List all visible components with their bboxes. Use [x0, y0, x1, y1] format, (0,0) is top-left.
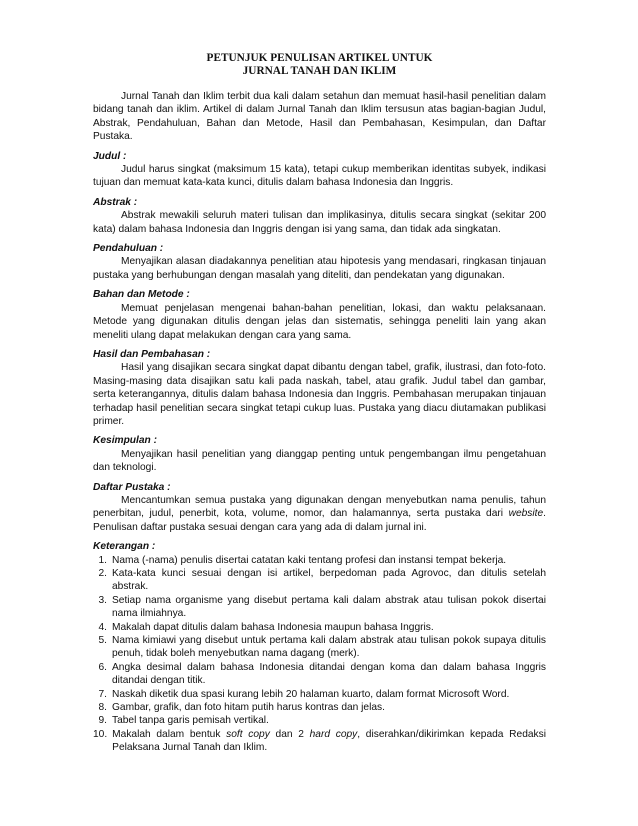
- section-text: Abstrak mewakili seluruh materi tulisan dan implikasinya, ditulis secara singkat (sekitar 200 kata) dalam bahasa Indonesia dan Inggris dengan isi yang sama, dan tidak ada singkatan.: [93, 210, 546, 235]
- section-text: Hasil yang disajikan secara singkat dapat dibantu dengan tabel, grafik, ilustrasi, dan foto-foto. Masing-masing data disajikan satu kali pada naskah, tabel, atau grafik. Judul tabel dan gambar, serta keterangannya, ditulis dalam bahasa Indonesia dan Inggris. Pembahasan merupakan tinjauan terhadap hasil penelitian secara singkat tetapi cukup luas. Pustaka yang diacu diutamakan publikasi primer.: [93, 362, 546, 427]
- title-line-2: JURNAL TANAH DAN IKLIM: [242, 65, 397, 77]
- section-heading: Daftar Pustaka :: [93, 481, 171, 493]
- document-title: [93, 52, 546, 78]
- section-heading: Kesimpulan :: [93, 435, 157, 447]
- section-heading: Hasil dan Pembahasan :: [93, 348, 211, 360]
- list-number: 7.: [98, 688, 107, 700]
- list-text: Kata-kata kunci sesuai dengan isi artikel, berpedoman pada Agrovoc, dan ditulis setelah abstrak.: [112, 568, 546, 593]
- list-text: Nama kimiawi yang disebut untuk pertama kali dalam abstrak atau tulisan pokok supaya ditulis penuh, tidak boleh menyebutkan nama dagang (merk).: [112, 635, 546, 660]
- list-item: [93, 567, 546, 594]
- section-text: Menyajikan alasan diadakannya penelitian atau hipotesis yang mendasari, ringkasan tinjauan pustaka yang berhubungan dengan masalah yang diteliti, dan pendekatan yang digunakan.: [93, 256, 546, 281]
- list-number: 2.: [98, 568, 107, 579]
- italic-run: website: [508, 508, 544, 520]
- list-number: 6.: [98, 661, 107, 673]
- list-text: Tabel tanpa garis pemisah vertikal.: [112, 715, 269, 727]
- list-text: Nama (-nama) penulis disertai catatan kaki tentang profesi dan instansi tempat bekerja.: [112, 554, 507, 566]
- list-item: [93, 688, 546, 701]
- list-text: Angka desimal dalam bahasa Indonesia ditandai dengan koma dan dalam bahasa Inggris ditandai dengan titik.: [112, 661, 546, 687]
- section-kesimpulan: [93, 434, 546, 474]
- title-line-1: PETUNJUK PENULISAN ARTIKEL UNTUK: [206, 52, 433, 64]
- text-run: Mencantumkan semua pustaka yang digunakan dengan menyebutkan nama penulis, tahun penerbitan, judul, penerbit, kota, volume, nomor, dan halamannya, serta pustaka dari: [93, 494, 546, 520]
- list-number: 5.: [98, 635, 107, 647]
- section-pendahuluan: [93, 242, 546, 282]
- text-run: . Penulisan daftar pustaka sesuai dengan cara yang ada di dalam jurnal ini.: [93, 508, 546, 533]
- text-run: , diserahkan/dikirimkan kepada Redaksi Pelaksana Jurnal Tanah dan Iklim.: [112, 728, 546, 754]
- list-text: [112, 728, 546, 755]
- list-number: 10.: [93, 728, 108, 740]
- section-abstrak: [93, 196, 546, 236]
- list-item: [93, 554, 546, 567]
- section-hasil-pembahasan: [93, 348, 546, 428]
- section-keterangan: [93, 540, 546, 755]
- text-run: Makalah dalam bentuk: [112, 728, 227, 740]
- list-item: [93, 621, 546, 634]
- section-text: [93, 494, 546, 534]
- list-number: 1.: [98, 554, 107, 566]
- list-text: Naskah diketik dua spasi kurang lebih 20 halaman kuarto, dalam format Microsoft Word.: [112, 688, 510, 700]
- section-bahan-metode: [93, 288, 546, 342]
- list-number: 9.: [98, 715, 107, 727]
- list-text: Setiap nama organisme yang disebut pertama kali dalam abstrak atau tulisan pokok disertai nama ilmiahnya.: [112, 594, 546, 620]
- intro-paragraph: Jurnal Tanah dan Iklim terbit dua kali dalam setahun dan memuat hasil-hasil penelitian dalam bidang tanah dan iklim. Artikel di dalam Jurnal Tanah dan Iklim tersusun atas bagian-bagian Judul, Abstrak, Pendahuluan, Bahan dan Metode, Hasil dan Pembahasan, Kesimpulan, dan Daftar Pustaka.: [93, 91, 546, 143]
- section-heading: Abstrak :: [93, 196, 138, 208]
- section-daftar-pustaka: [93, 481, 546, 535]
- list-item: [93, 634, 546, 661]
- section-text: Memuat penjelasan mengenai bahan-bahan penelitian, lokasi, dan waktu pelaksanaan. Metode yang digunakan ditulis dengan jelas dan sistematis, sehingga peneliti lain yang akan meneliti ulang dapat melakukan dengan cara yang sama.: [93, 302, 546, 341]
- list-number: 3.: [98, 594, 107, 606]
- list-number: 4.: [98, 621, 107, 633]
- list-item: [93, 728, 546, 755]
- list-number: 8.: [98, 702, 107, 714]
- section-heading: Bahan dan Metode :: [93, 289, 190, 301]
- text-run: dan 2: [269, 728, 310, 740]
- section-text: Judul harus singkat (maksimum 15 kata), tetapi cukup memberikan identitas subyek, indikasi tujuan dan memuat kata-kata kunci, ditulis dalam bahasa Indonesia dan Inggris.: [93, 164, 546, 189]
- italic-run: hard copy: [309, 728, 358, 740]
- list-text: Makalah dapat ditulis dalam bahasa Indonesia maupun bahasa Inggris.: [112, 621, 434, 633]
- list-item: [93, 714, 546, 727]
- list-text: Gambar, grafik, dan foto hitam putih harus kontras dan jelas.: [112, 702, 385, 714]
- section-judul: [93, 150, 546, 190]
- list-item: [93, 594, 546, 621]
- section-heading: Pendahuluan :: [93, 243, 164, 255]
- list-item: [93, 661, 546, 688]
- italic-run: soft copy: [226, 728, 270, 740]
- notes-list: [93, 554, 546, 755]
- section-heading: Judul :: [93, 150, 127, 162]
- section-heading: Keterangan :: [93, 541, 156, 553]
- list-item: [93, 701, 546, 714]
- section-text: Menyajikan hasil penelitian yang dianggap penting untuk pengembangan ilmu pengetahuan dan teknologi.: [93, 448, 546, 474]
